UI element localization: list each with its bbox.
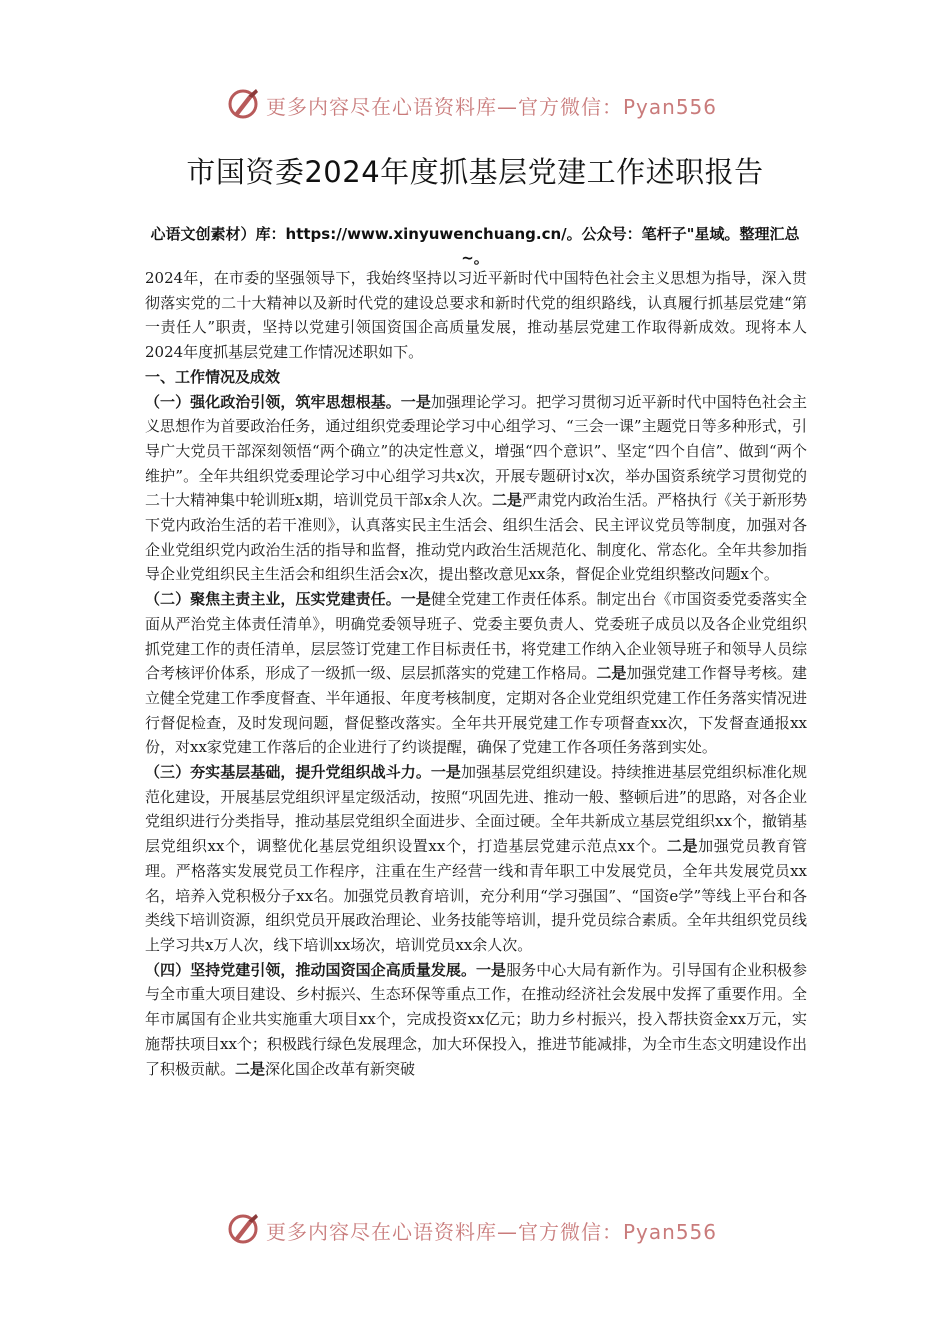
paragraph-3 [145, 760, 807, 958]
intro-paragraph: 2024年，在市委的坚强领导下，我始终坚持以习近平新时代中国特色社会主义思想为指导，深入贯彻落实党的二十大精神以及新时代党的建设总要求和新时代党的组织路线，认真履行抓基层党建“第一责任人”职责，坚持以党建引领国资国企高质量发展，推动基层党建工作取得新成效。现将本人2024年度抓基层党建工作情况述职如下。 [145, 269, 807, 362]
watermark-banner-bottom [0, 1209, 950, 1249]
paragraph-3-text-1: 加强基层党组织建设。持续推进基层党组织标准化规范化建设，开展基层党组织评星定级活动，按照“巩固先进、推动一般、整顿后进”的思路，对各企业党组织进行分类指导，推动基层党组织全面进步、全面过硬。全年共新成立基层党组织xx个，撤销基层党组织xx个，调整优化基层党组织设置xx个，打造基层党建示范点xx个。 [145, 763, 807, 856]
paragraph-2-text-1: 健全党建工作责任体系。制定出台《市国资委党委落实全面从严治党主体责任清单》，明确党委领导班子、党委主要负责人、党委班子成员以及各企业党组织抓党建工作的责任清单，层层签订党建工作目标责任书，将党建工作纳入企业领导班子和领导人员综合考核评价体系，形成了一级抓一级、层层抓落实的党建工作格局。 [145, 590, 807, 683]
paragraph-2 [145, 587, 807, 760]
watermark-text: 更多内容尽在心语资料库—官方微信：Pyan556 [266, 1220, 718, 1244]
paragraph-4-text-1: 服务中心大局有新作为。引导国有企业积极参与全市重大项目建设、乡村振兴、生态环保等重点工作，在推动经济社会发展中发挥了重要作用。全年市属国有企业共实施重大项目xx个，完成投资xx亿元；助力乡村振兴，投入帮扶资金xx万元，实施帮扶项目xx个；积极践行绿色发展理念，加大环保投入，推进节能减排，为全市生态文明建设作出了积极贡献。 [145, 960, 807, 1078]
paragraph-4-text-2: 深化国企改革有新突破 [265, 1059, 416, 1078]
source-line: 心语文创素材）库：https://www.xinyuwenchuang.cn/。公众号：笔杆子"星域。整理汇总~。 [150, 225, 800, 267]
paragraph-1-heading: （一）强化政治引领，筑牢思想根基。 [145, 392, 401, 411]
paragraph-4-heading: （四）坚持党建引领，推动国资国企高质量发展。 [145, 960, 477, 979]
paragraph-2-text-2: 加强党建工作督导考核。建立健全党建工作季度督查、半年通报、年度考核制度，定期对各企业党组织党建工作任务落实情况进行督促检查，及时发现问题，督促整改落实。全年共开展党建工作专项督查xx次，下发督查通报xx份，对xx家党建工作落后的企业进行了约谈提醒，确保了党建工作各项任务落到实处。 [145, 664, 807, 757]
paragraph-4-mark-1: 一是 [476, 960, 507, 979]
paragraph-1-mark-1: 一是 [400, 392, 431, 411]
paragraph-3-mark-2: 二是 [666, 837, 699, 856]
paragraph-4-mark-2: 二是 [235, 1059, 266, 1078]
brush-logo-icon [226, 1211, 262, 1247]
document-title: 市国资委2024年度抓基层党建工作述职报告 [186, 155, 764, 189]
watermark-text: 更多内容尽在心语资料库—官方微信：Pyan556 [266, 95, 718, 119]
paragraph-2-mark-2: 二是 [596, 664, 627, 683]
paragraph-2-mark-1: 一是 [400, 590, 431, 609]
paragraph-1-text-1: 加强理论学习。把学习贯彻习近平新时代中国特色社会主义思想作为首要政治任务，通过组织党委理论学习中心组学习、“三会一课”主题党日等多种形式，引导广大党员干部深刻领悟“两个确立”的决定性意义，增强“四个意识”、坚定“四个自信”、做到“两个维护”。全年共组织党委理论学习中心组学习共x次，开展专题研讨x次，举办国资系统学习贯彻党的二十大精神集中轮训班x期，培训党员干部x余人次。 [145, 392, 807, 510]
paragraph-3-heading: （三）夯实基层基础，提升党组织战斗力。 [145, 763, 431, 782]
paragraph-3-mark-1: 一是 [430, 763, 461, 782]
paragraph-2-heading: （二）聚焦主责主业，压实党建责任。 [145, 590, 401, 609]
section-heading: 一、工作情况及成效 [145, 367, 281, 386]
brush-logo-icon [226, 86, 262, 122]
paragraph-1 [145, 390, 807, 588]
paragraph-1-text-2: 严肃党内政治生活。严格执行《关于新形势下党内政治生活的若干准则》，认真落实民主生活会、组织生活会、民主评议党员等制度，加强对各企业党组织党内政治生活的指导和监督，推动党内政治生活规范化、制度化、常态化。全年共参加指导企业党组织民主生活会和组织生活会x次，提出整改意见xx条，督促企业党组织整改问题x个。 [145, 491, 807, 584]
watermark-banner-top [0, 84, 950, 124]
paragraph-4 [145, 958, 807, 1082]
paragraph-3-text-2: 加强党员教育管理。严格落实发展党员工作程序，注重在生产经营一线和青年职工中发展党员，全年共发展党员xx名，培养入党积极分子xx名。加强党员教育培训，充分利用“学习强国”、“国资e学”等线上平台和各类线下培训资源，组织党员开展政治理论、业务技能等培训，提升党员综合素质。全年共组织党员线上学习共x万人次，线下培训xx场次，培训党员xx余人次。 [145, 837, 807, 954]
document-body [145, 266, 807, 1081]
paragraph-1-mark-2: 二是 [491, 491, 522, 510]
